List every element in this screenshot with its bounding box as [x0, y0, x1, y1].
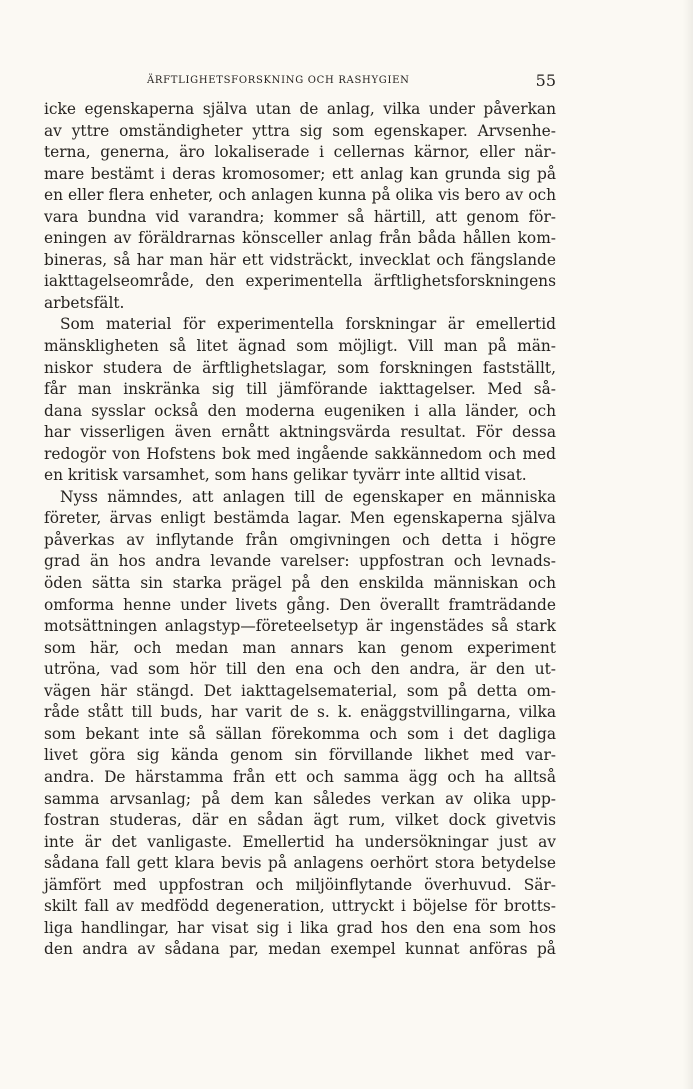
text-line: som här, och medan man annars kan genom experiment [44, 638, 556, 657]
page-edge-shadow [683, 0, 693, 1089]
text-line: har visserligen även ernått aktningsvärda resultat. För dessa [44, 423, 556, 442]
text-line: jämfört med uppfostran och miljöinflytande överhuvud. Sär- [44, 875, 556, 894]
page-number: 55 [535, 71, 556, 90]
text-line: påverkas av inflytande från omgivningen och detta i högre [44, 530, 556, 549]
text-line: livet göra sig kända genom sin förvillande likhet med var- [44, 746, 556, 765]
text-line: eningen av föräldrarnas könsceller anlag från båda hållen kom- [44, 229, 556, 248]
running-title: ÄRFTLIGHETSFORSKNING OCH RASHYGIEN [147, 75, 410, 86]
text-line: öden sätta sin starka prägel på den enskilda människan och [44, 574, 556, 593]
text-line: dana sysslar också den moderna eugeniken i alla länder, och [44, 401, 556, 420]
text-line: råde stått till buds, har varit de s. k. enäggstvillingarna, vilka [44, 703, 556, 722]
text-line: bineras, så har man här ett vidsträckt, invecklat och fängslande [44, 250, 556, 269]
text-line: som bekant inte så sällan förekomma och som i det dagliga [44, 724, 556, 743]
paragraph-first-line: Som material för experimentella forskningar är emellertid [60, 315, 556, 334]
text-line: vara bundna vid varandra; kommer så härtill, att genom för- [44, 207, 556, 226]
text-line: terna, generna, äro lokaliserade i cellernas kärnor, eller när- [44, 143, 556, 162]
text-line: fostran studeras, där en sådan ägt rum, vilket dock givetvis [44, 811, 556, 830]
text-line: iakttagelseområde, den experimentella ärftlighetsforskningens [44, 272, 556, 291]
text-line: utröna, vad som hör till den ena och den andra, är den ut- [44, 660, 556, 679]
text-line: icke egenskaperna själva utan de anlag, vilka under påverkan [44, 100, 556, 118]
text-line: den andra av sådana par, medan exempel kunnat anföras på [44, 940, 556, 959]
text-line: motsättningen anlagstyp—företeelsetyp är ingenstädes så stark [44, 617, 556, 636]
text-line: skilt fall av medfödd degeneration, uttryckt i böjelse för brotts- [44, 897, 556, 916]
text-line: samma arvsanlag; på dem kan således verkan av olika upp- [44, 789, 556, 808]
text-line: grad än hos andra levande varelser: uppfostran och levnads- [44, 552, 556, 571]
text-line: redogör von Hofstens bok med ingående sakkännedom och med [44, 444, 556, 463]
page-header [44, 71, 556, 91]
text-line: av yttre omständigheter yttra sig som egenskaper. Arvsenhe- [44, 121, 556, 140]
text-line: andra. De härstamma från ett och samma ägg och ha alltså [44, 767, 556, 786]
paragraph-first-line: Nyss nämndes, att anlagen till de egenskaper en människa [60, 487, 556, 506]
text-line: vägen här stängd. Det iakttagelsematerial, som på detta om- [44, 681, 556, 700]
text-line: arbetsfält. [44, 293, 125, 312]
body-text [44, 99, 556, 961]
text-line: mare bestämt i deras kromosomer; ett anlag kan grunda sig på [44, 164, 556, 183]
text-line: sådana fall gett klara bevis på anlagens oerhört stora betydelse [44, 854, 556, 873]
text-line: får man inskränka sig till jämförande iakttagelser. Med så- [44, 380, 556, 399]
text-line: liga handlingar, har visat sig i lika grad hos den ena som hos [44, 918, 556, 937]
text-line: en kritisk varsamhet, som hans gelikar tyvärr inte alltid visat. [44, 466, 527, 485]
text-line: niskor studera de ärftlighetslagar, som forskningen fastställt, [44, 358, 556, 377]
text-line: företer, ärvas enligt bestämda lagar. Men egenskaperna själva [44, 509, 556, 528]
text-line: inte är det vanligaste. Emellertid ha undersökningar just av [44, 832, 556, 851]
text-line: en eller flera enheter, och anlagen kunna på olika vis bero av och [44, 186, 556, 205]
text-line: mänskligheten så litet ägnad som möjligt. Vill man på män- [44, 337, 556, 356]
text-line: omforma henne under livets gång. Den överallt framträdande [44, 595, 556, 614]
